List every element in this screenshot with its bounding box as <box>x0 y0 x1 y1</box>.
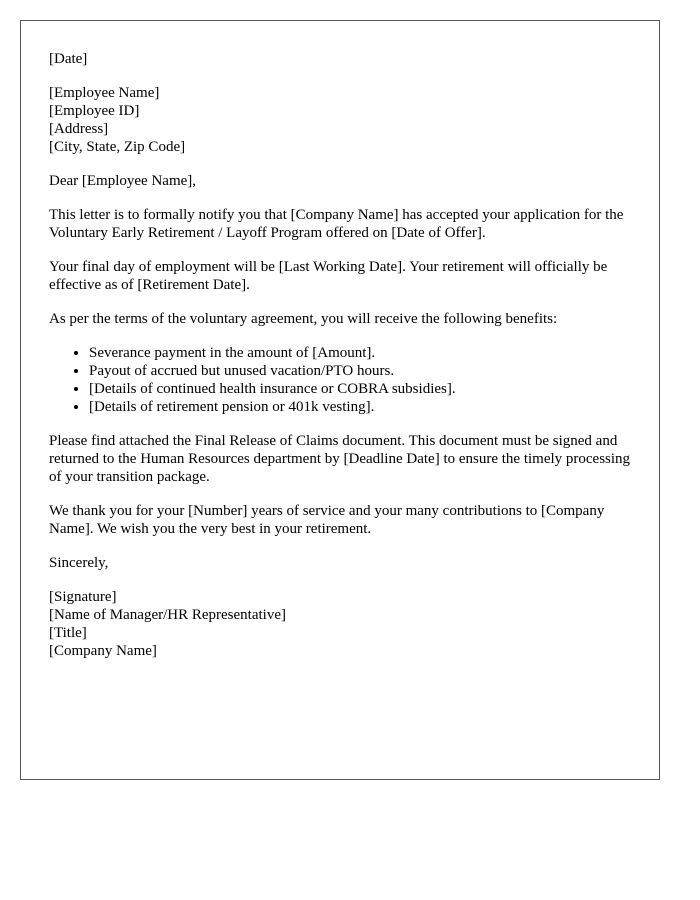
signer-name: [Name of Manager/HR Representative] <box>49 607 286 623</box>
recipient-city-state-zip: [City, State, Zip Code] <box>49 139 186 155</box>
recipient-block <box>49 84 631 156</box>
paragraph-benefits-intro: As per the terms of the voluntary agreement, you will receive the following benefits: <box>49 311 558 327</box>
salutation: Dear [Employee Name], <box>49 173 197 189</box>
paragraph-thanks: We thank you for your [Number] years of service and your many contributions to [Company Name]. We wish you the very best in your retirement. <box>49 503 605 537</box>
paragraph-acceptance: This letter is to formally notify you that [Company Name] has accepted your application for the Voluntary Early Retirement / Layoff Program offered on [Date of Offer]. <box>49 207 624 241</box>
letter-page <box>20 20 660 780</box>
signer-company: [Company Name] <box>49 643 157 659</box>
benefit-item: • [Details of retirement pension or 401k vesting]. <box>89 398 631 416</box>
recipient-name: [Employee Name] <box>49 85 160 101</box>
benefit-item: • Severance payment in the amount of [Amount]. <box>89 344 631 362</box>
recipient-id: [Employee ID] <box>49 103 140 119</box>
benefits-list <box>49 344 631 416</box>
benefit-item: • Payout of accrued but unused vacation/PTO hours. <box>89 362 631 380</box>
closing: Sincerely, <box>49 555 109 571</box>
signer-title: [Title] <box>49 625 87 641</box>
paragraph-final-day: Your final day of employment will be [Last Working Date]. Your retirement will officially be effective as of [Retirement Date]. <box>49 259 608 293</box>
signature-line: [Signature] <box>49 589 117 605</box>
recipient-address: [Address] <box>49 121 109 137</box>
paragraph-release-of-claims: Please find attached the Final Release of Claims document. This document must be signed and returned to the Human Resources department by [Deadline Date] to ensure the timely processing of your transition package. <box>49 433 631 485</box>
benefit-item: • [Details of continued health insurance or COBRA subsidies]. <box>89 380 631 398</box>
signature-block <box>49 588 631 660</box>
letter-date: [Date] <box>49 51 88 67</box>
